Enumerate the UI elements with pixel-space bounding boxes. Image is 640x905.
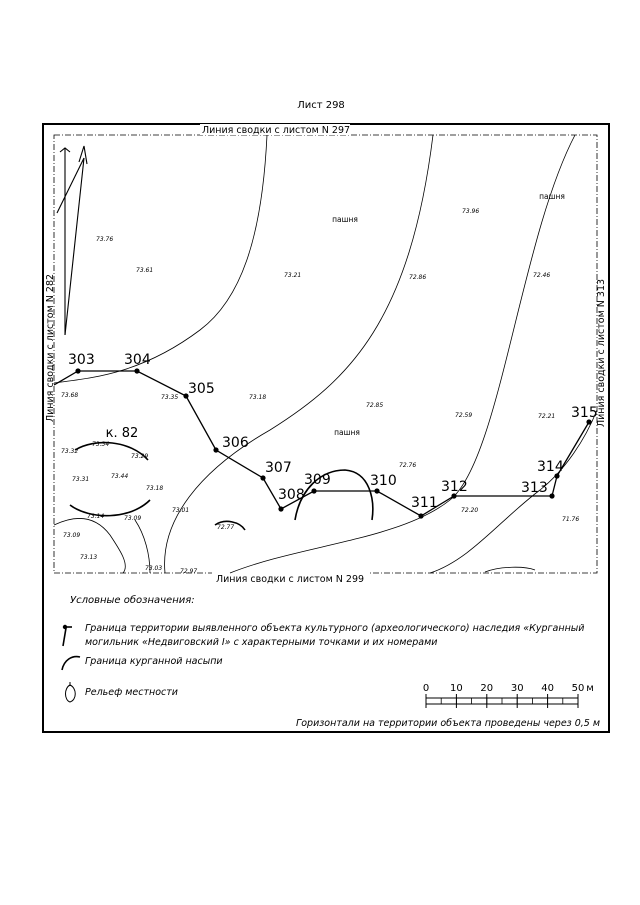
elevation-label: 73.35 xyxy=(161,394,179,401)
boundary-point-label: 310 xyxy=(370,473,397,489)
scale-tick-label: 30 xyxy=(510,683,524,694)
boundary-point xyxy=(260,475,265,480)
elevation-label: 72.59 xyxy=(455,412,473,419)
boundary-point-label: 314 xyxy=(537,459,564,475)
scale-tick-label: 0 xyxy=(422,683,430,694)
boundary-point-label: 308 xyxy=(278,487,305,503)
boundary-point-label: 305 xyxy=(188,381,215,397)
elevation-label: 72.21 xyxy=(538,413,556,420)
elevation-label: 72.85 xyxy=(366,402,384,409)
elevation-label: 72.76 xyxy=(399,462,417,469)
elevation-label: 73.61 xyxy=(136,267,154,274)
boundary-point-label: 306 xyxy=(222,435,249,451)
elevation-label: 73.09 xyxy=(63,532,81,539)
contour-interval-note: Горизонтали на территории объекта проведены через 0,5 м xyxy=(295,718,601,729)
boundary-point xyxy=(75,368,80,373)
elevation-label: 73.29 xyxy=(131,453,149,460)
boundary-point xyxy=(278,506,283,511)
boundary-point-label: 311 xyxy=(411,495,438,511)
elevation-label: 73.01 xyxy=(172,507,190,514)
north-arrow-icon xyxy=(57,146,87,335)
match-line-right: Линия сводки с листом N 313 xyxy=(596,278,607,428)
elevation-label: 73.76 xyxy=(96,236,114,243)
elevation-label: 73.03 xyxy=(145,565,163,572)
match-line-left: Линия сводки с листом N 282 xyxy=(45,273,56,423)
scale-unit: м xyxy=(586,683,594,694)
boundary-line-icon xyxy=(63,625,72,646)
relief-icon xyxy=(66,682,76,702)
legend-item-relief: Рельеф местности xyxy=(85,687,178,698)
elevation-label: 73.96 xyxy=(462,208,480,215)
elevation-label: 73.09 xyxy=(124,515,142,522)
elevation-label: 73.34 xyxy=(92,441,110,448)
boundary-point xyxy=(549,493,554,498)
legend-title: Условные обозначения: xyxy=(70,595,195,606)
elevation-label: 72.20 xyxy=(461,507,479,514)
sheet-title: Лист 298 xyxy=(297,100,345,111)
boundary-point-label: 309 xyxy=(304,472,331,488)
elevation-label: 73.18 xyxy=(249,394,267,401)
scale-tick-label: 10 xyxy=(450,683,463,694)
elevation-label: 73.13 xyxy=(80,554,98,561)
land-use-label: пашня xyxy=(539,192,565,201)
mound-arc-icon xyxy=(62,657,80,670)
elevation-label: 73.68 xyxy=(61,392,79,399)
match-line-top: Линия сводки с листом N 297 xyxy=(201,125,351,136)
scale-tick-label: 40 xyxy=(541,683,554,694)
scale-tick-label: 50 xyxy=(571,683,585,694)
boundary-point xyxy=(311,488,316,493)
elevation-label: 73.14 xyxy=(87,513,105,520)
elevation-label: 72.77 xyxy=(217,524,235,531)
elevation-label: 73.44 xyxy=(111,473,129,480)
boundary-point xyxy=(134,368,139,373)
mound-label: к. 82 xyxy=(105,426,139,441)
boundary-point-label: 315 xyxy=(571,405,598,421)
elevation-labels xyxy=(61,208,579,575)
land-use-label: пашня xyxy=(332,215,358,224)
elevation-label: 73.31 xyxy=(72,476,90,483)
boundary-point xyxy=(213,447,218,452)
match-line-bottom: Линия сводки с листом N 299 xyxy=(215,574,365,585)
scale-tick-label: 20 xyxy=(480,683,494,694)
elevation-label: 73.18 xyxy=(146,485,164,492)
legend-item-boundary-line1: Граница территории выявленного объекта культурного (археологического) наследия «Курганный xyxy=(85,623,585,634)
elevation-label: 72.46 xyxy=(533,272,551,279)
land-use-label: пашня xyxy=(334,428,360,437)
boundary-point-label: 313 xyxy=(521,480,548,496)
elevation-label: 72.86 xyxy=(409,274,427,281)
elevation-label: 73.21 xyxy=(284,272,302,279)
boundary-point-label: 307 xyxy=(265,460,292,476)
elevation-label: 71.76 xyxy=(562,516,580,523)
boundary-point xyxy=(374,488,379,493)
legend-item-mound: Граница курганной насыпи xyxy=(85,656,223,667)
elevation-label: 73.32 xyxy=(61,448,79,455)
boundary-point xyxy=(418,513,423,518)
boundary-point-label: 312 xyxy=(441,479,468,495)
boundary-point-label: 303 xyxy=(68,352,95,368)
boundary-point-label: 304 xyxy=(124,352,151,368)
elevation-label: 72.97 xyxy=(180,568,198,575)
legend-item-boundary-line2: могильник «Недвиговский I» с характерными точками и их номерами xyxy=(85,637,438,648)
